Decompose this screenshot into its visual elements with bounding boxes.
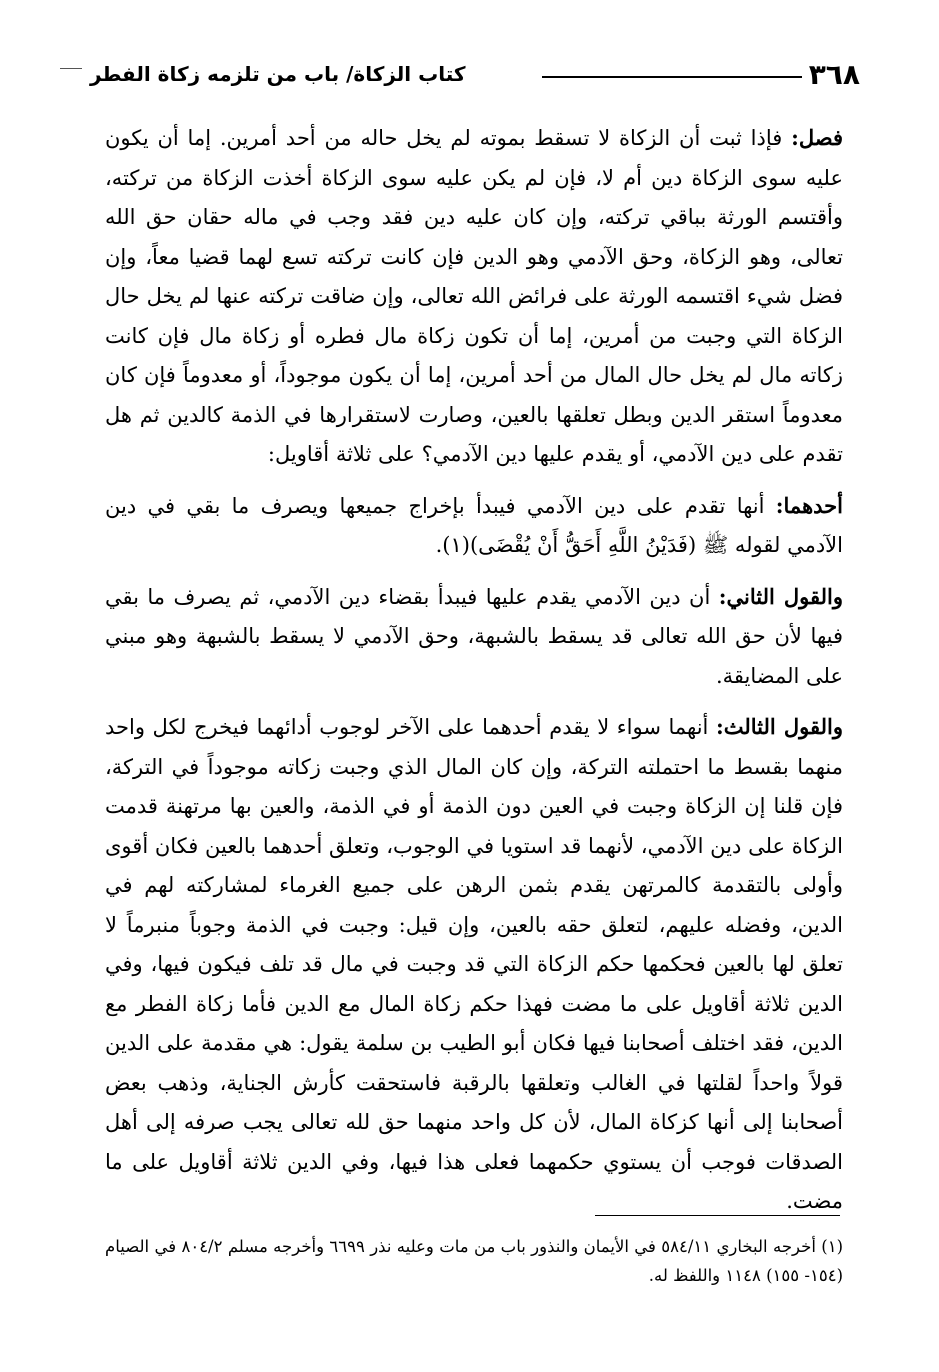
corner-mark [60,68,82,69]
paragraph-lead: والقول الثاني: [718,583,843,609]
paragraph [105,707,843,1222]
page-number: ٣٦٨ [808,58,860,91]
paragraph-text: أن دين الآدمي يقدم عليها فيبدأ بقضاء دين الآدمي، ثم يصرف ما بقي فيها لأن حق الله تعالى قد يسقط بالشبهة، وحق الآدمي لا يسقط بالشبهة وهو مبني على المضايقة. [105,584,843,688]
paragraph-lead: والقول الثالث: [715,714,844,739]
paragraph-lead: أحدهما: [775,492,843,518]
paragraph [105,486,843,566]
paragraph-lead: فصل: [791,125,843,150]
paragraph [105,118,843,475]
footnote: (١) أخرجه البخاري ٥٨٤/١١ في الأيمان والنذور باب من مات وعليه نذر ٦٦٩٩ وأخرجه مسلم ٨٠٤/٢ في الصيام (١٥٤- ١٥٥) ١١٤٨ واللفظ له. [105,1237,843,1285]
footnotes [105,1232,843,1290]
paragraph-text: فإذا ثبت أن الزكاة لا تسقط بموته لم يخل حاله من أحد أمرين. إما أن يكون عليه سوى الزكاة دين أم لا، فإن لم يكن عليه سوى الزكاة أخذت الزكاة من تركته، وأقتسم الورثة بباقي تركته، وإن كان عليه دين فقد وجب في ماله حقان حق الله تعالى، وهو الزكاة، وحق الآدمي وهو الدين فإن كانت تركته تسع لهما قضيا معاً، وإن فضل شيء اقتسمه الورثة على فرائض الله تعالى، وإن ضاقت تركته عنها لم يخل حال الزكاة التي وجبت من أمرين، إما أن تكون زكاة مال فطره أو زكاة مال فإن كانت زكاته مال لم يخل حال المال من أحد أمرين، إما أن يكون موجوداً، أو معدوماً فإن كان معدوماً استقر الدين وبطل تعلقها بالعين، وصارت لاستقرارها في الذمة كالدين ثم هل تقدم على دين الآدمي، أو يقدم عليها دين الآدمي؟ على ثلاثة أقاويل: [105,126,843,466]
paragraph-text: أنهما سواء لا يقدم أحدهما على الآخر لوجوب أدائهما فيخرج لكل واحد منهما بقسط ما احتملته التركة، وإن كان المال الذي وجبت زكاته موجوداً في التركة، فإن قلنا إن الزكاة وجبت في العين دون الذمة أو في الذمة، والعين بها مرتهنة قدمت الزكاة على دين الآدمي، لأنهما قد استويا في الوجوب، وتعلق أحدهما بالعين فكان أقوى وأولى بالتقدمة كالمرتهن يقدم بثمن الرهن على جميع الغرماء لمشاركته لهم في الدين، وفضله عليهم، لتعلق حقه بالعين، وإن قيل: وجبت في الذمة وجوباً منبرماً لا تعلق لها بالعين فحكمها حكم الزكاة التي قد وجبت في مال قد تلف فيكون فيها، وفي الدين ثلاثة أقاويل على ما مضت فهذا حكم زكاة المال مع الدين فأما زكاة الفطر مع الدين، فقد اختلف أصحابنا فيها فكان أبو الطيب بن سلمة يقول: هي مقدمة على الدين قولاً واحداً لقلتها في الغالب وتعلقها بالرقبة فاستحقت كأرش الجناية، وذهب بعض أصحابنا إلى أنها كزكاة المال، لأن كل واحد منهما حق لله تعالى يجب صرفه إلى أهل الصدقات فوجب أن يستوي حكمهما فعلى هذا فيها، وفي الدين ثلاثة أقاويل على ما مضت. [105,715,843,1213]
running-title: كتاب الزكاة/ باب من تلزمه زكاة الفطر [90,62,466,86]
main-text [105,118,843,1222]
footnote-rule [595,1215,840,1216]
paragraph [105,577,843,697]
paragraph-text: أنها تقدم على دين الآدمي فيبدأ بإخراج جميعها ويصرف ما بقي في دين الآدمي لقوله ﷺ (فَدَيْنُ اللَّهِ أَحَقُّ أَنْ يُقْضَى)(١). [105,493,843,557]
page-header [60,52,860,96]
header-rule [542,76,802,78]
